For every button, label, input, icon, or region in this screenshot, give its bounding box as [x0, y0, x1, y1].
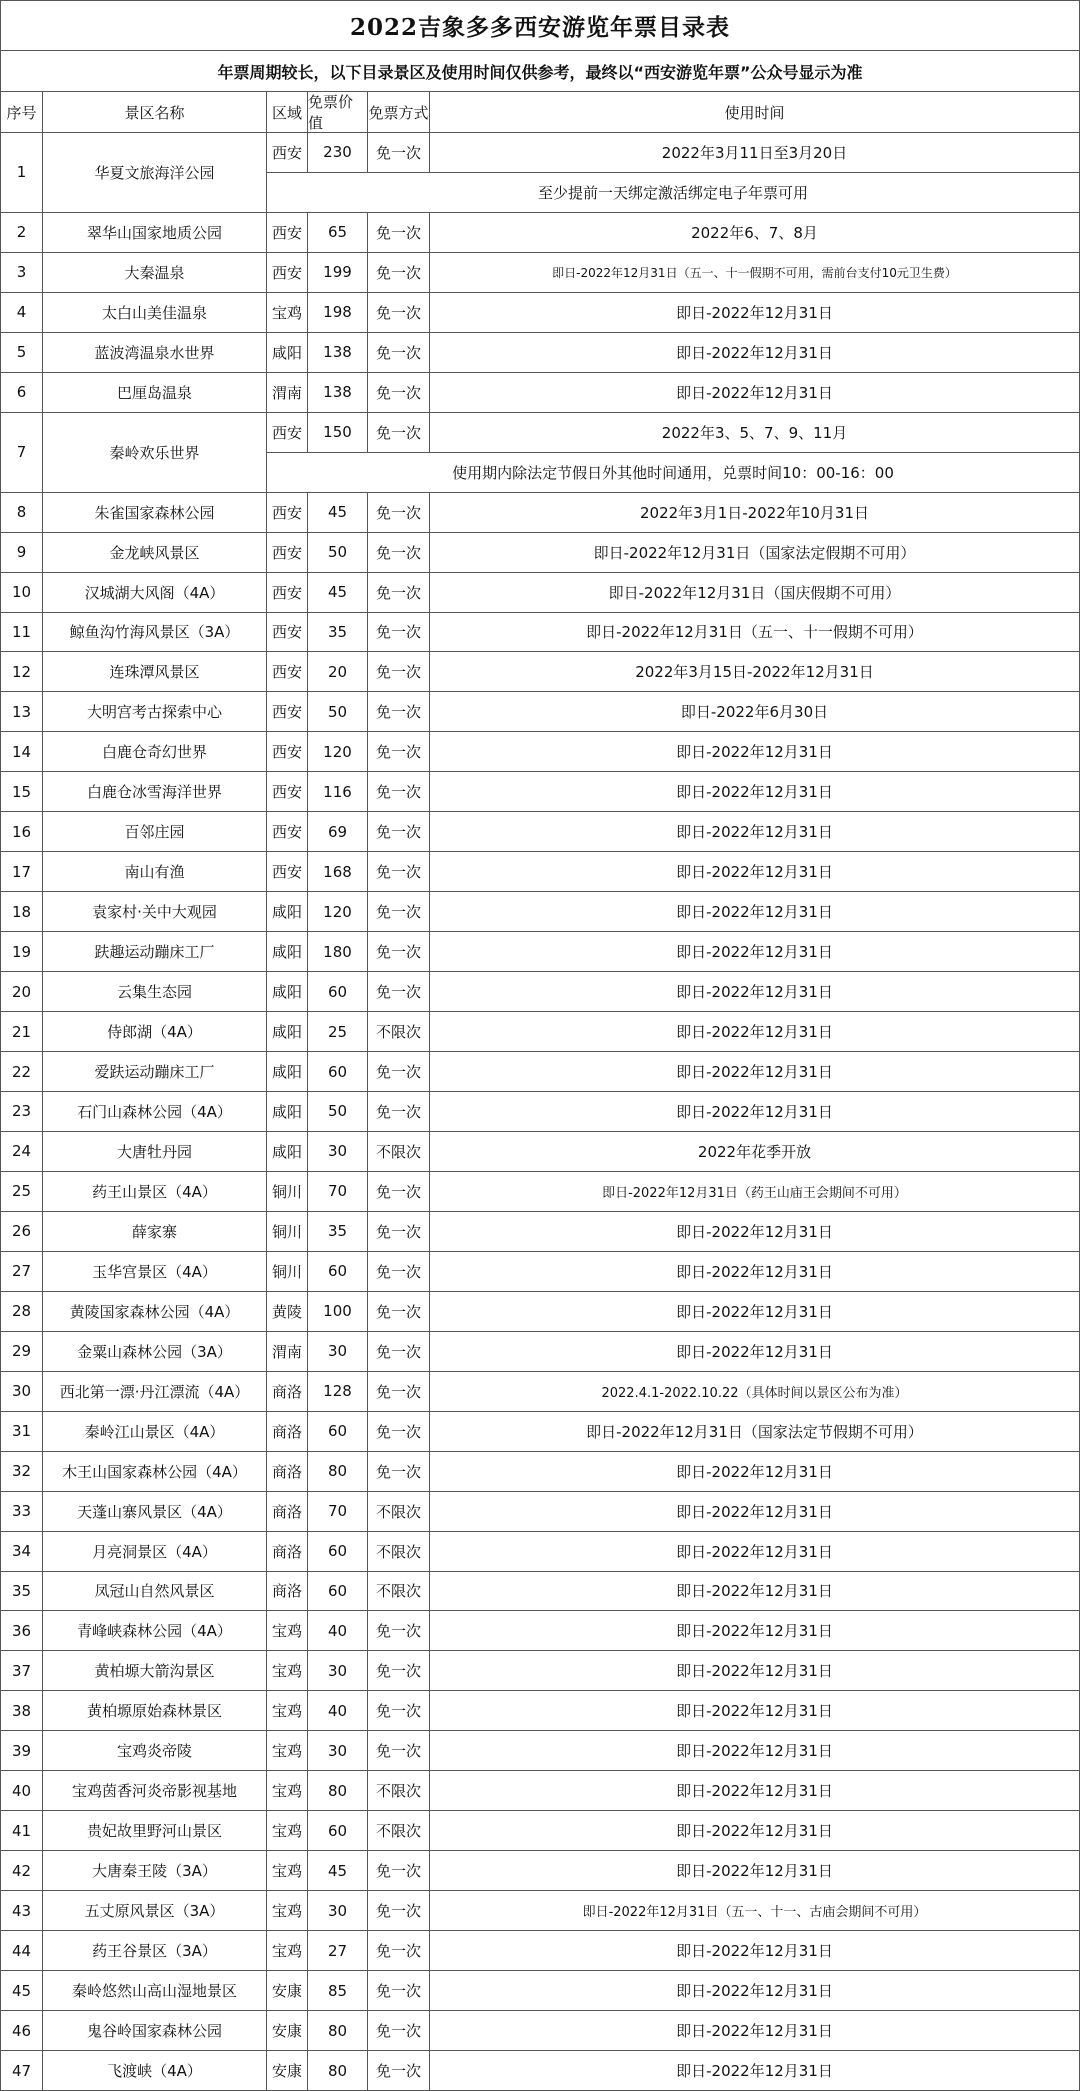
- cell-region: 宝鸡: [267, 1731, 308, 1771]
- cell-usage-time: 即日-2022年12月31日: [430, 373, 1080, 413]
- cell-scenic-name: 秦岭欢乐世界: [43, 413, 267, 493]
- cell-scenic-name: 秦岭江山景区（4A）: [43, 1412, 267, 1452]
- cell-region: 咸阳: [267, 892, 308, 932]
- cell-region: 宝鸡: [267, 293, 308, 333]
- cell-ticket-value: 60: [308, 972, 368, 1012]
- cell-usage-time: 即日-2022年12月31日: [430, 1332, 1080, 1372]
- cell-region: 咸阳: [267, 932, 308, 972]
- cell-ticket-value: 50: [308, 1092, 368, 1132]
- cell-region: 宝鸡: [267, 1651, 308, 1691]
- cell-ticket-value: 85: [308, 1971, 368, 2011]
- cell-usage-time: 2022年3、5、7、9、11月: [430, 413, 1080, 453]
- cell-usage-time: 即日-2022年12月31日: [430, 1931, 1080, 1971]
- cell-ticket-value: 80: [308, 2051, 368, 2091]
- cell-ticket-value: 230: [308, 133, 368, 173]
- cell-index: 18: [0, 892, 43, 932]
- cell-usage-time: 即日-2022年12月31日: [430, 1212, 1080, 1252]
- cell-ticket-mode: 不限次: [368, 1492, 430, 1532]
- cell-scenic-name: 宝鸡炎帝陵: [43, 1731, 267, 1771]
- cell-scenic-name: 药王山景区（4A）: [43, 1172, 267, 1212]
- cell-usage-time: 即日-2022年12月31日: [430, 972, 1080, 1012]
- cell-usage-time: 即日-2022年12月31日: [430, 1452, 1080, 1492]
- cell-usage-time: 即日-2022年12月31日: [430, 2011, 1080, 2051]
- cell-scenic-name: 贵妃故里野河山景区: [43, 1811, 267, 1851]
- cell-ticket-value: 198: [308, 293, 368, 333]
- cell-ticket-value: 30: [308, 1731, 368, 1771]
- cell-usage-time: 即日-2022年12月31日: [430, 1771, 1080, 1811]
- cell-ticket-value: 60: [308, 1811, 368, 1851]
- cell-scenic-name: 鲸鱼沟竹海风景区（3A）: [43, 613, 267, 653]
- cell-ticket-value: 120: [308, 732, 368, 772]
- cell-usage-time: 2022年花季开放: [430, 1132, 1080, 1172]
- cell-ticket-value: 60: [308, 1572, 368, 1612]
- cell-index: 29: [0, 1332, 43, 1372]
- cell-region: 宝鸡: [267, 1771, 308, 1811]
- cell-ticket-mode: 免一次: [368, 2051, 430, 2091]
- cell-usage-time: 即日-2022年12月31日: [430, 1012, 1080, 1052]
- cell-index: 44: [0, 1931, 43, 1971]
- cell-region: 西安: [267, 573, 308, 613]
- cell-usage-time: 2022年3月15日-2022年12月31日: [430, 652, 1080, 692]
- cell-usage-time: 即日-2022年12月31日: [430, 1052, 1080, 1092]
- cell-ticket-value: 138: [308, 373, 368, 413]
- cell-ticket-mode: 免一次: [368, 1691, 430, 1731]
- cell-index: 3: [0, 253, 43, 293]
- cell-region: 渭南: [267, 373, 308, 413]
- cell-index: 13: [0, 692, 43, 732]
- cell-scenic-name: 金龙峡风景区: [43, 533, 267, 573]
- cell-scenic-name: 爱趺运动蹦床工厂: [43, 1052, 267, 1092]
- cell-index: 37: [0, 1651, 43, 1691]
- cell-scenic-name: 汉城湖大风阁（4A）: [43, 573, 267, 613]
- cell-ticket-value: 30: [308, 1651, 368, 1691]
- cell-ticket-mode: 免一次: [368, 1452, 430, 1492]
- cell-ticket-mode: 免一次: [368, 1851, 430, 1891]
- cell-index: 22: [0, 1052, 43, 1092]
- cell-ticket-mode: 免一次: [368, 692, 430, 732]
- cell-usage-time: 即日-2022年12月31日: [430, 932, 1080, 972]
- table-title: 2022吉象多多西安游览年票目录表: [0, 0, 1080, 51]
- cell-ticket-value: 120: [308, 892, 368, 932]
- cell-index: 6: [0, 373, 43, 413]
- cell-scenic-name: 飞渡峡（4A）: [43, 2051, 267, 2091]
- cell-ticket-mode: 免一次: [368, 852, 430, 892]
- cell-usage-time: 即日-2022年12月31日: [430, 772, 1080, 812]
- header-scenic-name: 景区名称: [43, 92, 267, 133]
- cell-ticket-mode: 免一次: [368, 1931, 430, 1971]
- cell-scenic-name: 药王谷景区（3A）: [43, 1931, 267, 1971]
- cell-index: 12: [0, 652, 43, 692]
- cell-usage-time: 即日-2022年12月31日: [430, 1252, 1080, 1292]
- cell-index: 47: [0, 2051, 43, 2091]
- cell-scenic-name: 朱雀国家森林公园: [43, 493, 267, 533]
- cell-index: 28: [0, 1292, 43, 1332]
- cell-scenic-name: 凤冠山自然风景区: [43, 1572, 267, 1612]
- cell-scenic-name: 大唐牡丹园: [43, 1132, 267, 1172]
- cell-ticket-value: 65: [308, 213, 368, 253]
- cell-index: 40: [0, 1771, 43, 1811]
- cell-usage-time: 2022.4.1-2022.10.22（具体时间以景区公布为准）: [430, 1372, 1080, 1412]
- cell-index: 25: [0, 1172, 43, 1212]
- cell-ticket-value: 30: [308, 1332, 368, 1372]
- cell-scenic-name: 玉华宫景区（4A）: [43, 1252, 267, 1292]
- cell-scenic-name: 华夏文旅海洋公园: [43, 133, 267, 213]
- cell-region: 黄陵: [267, 1292, 308, 1332]
- cell-ticket-mode: 免一次: [368, 293, 430, 333]
- cell-ticket-mode: 免一次: [368, 573, 430, 613]
- cell-index: 15: [0, 772, 43, 812]
- cell-index: 36: [0, 1611, 43, 1651]
- cell-ticket-mode: 免一次: [368, 1172, 430, 1212]
- cell-scenic-name: 大唐秦王陵（3A）: [43, 1851, 267, 1891]
- cell-row-note: 使用期内除法定节假日外其他时间通用，兑票时间10：00-16：00: [267, 453, 1080, 493]
- cell-scenic-name: 连珠潭风景区: [43, 652, 267, 692]
- cell-ticket-mode: 免一次: [368, 772, 430, 812]
- cell-region: 西安: [267, 812, 308, 852]
- cell-ticket-value: 70: [308, 1172, 368, 1212]
- cell-scenic-name: 趺趣运动蹦床工厂: [43, 932, 267, 972]
- cell-scenic-name: 大明宫考古探索中心: [43, 692, 267, 732]
- cell-index: 1: [0, 133, 43, 213]
- cell-ticket-value: 80: [308, 1771, 368, 1811]
- cell-ticket-mode: 免一次: [368, 1252, 430, 1292]
- cell-ticket-value: 30: [308, 1132, 368, 1172]
- cell-scenic-name: 白鹿仓冰雪海洋世界: [43, 772, 267, 812]
- cell-ticket-value: 60: [308, 1412, 368, 1452]
- cell-region: 咸阳: [267, 1052, 308, 1092]
- cell-index: 43: [0, 1891, 43, 1931]
- cell-usage-time: 即日-2022年12月31日（药王山庙王会期间不可用）: [430, 1172, 1080, 1212]
- cell-ticket-value: 168: [308, 852, 368, 892]
- cell-usage-time: 即日-2022年12月31日: [430, 732, 1080, 772]
- cell-ticket-value: 60: [308, 1532, 368, 1572]
- cell-usage-time: 即日-2022年12月31日（国家法定节假期不可用）: [430, 1412, 1080, 1452]
- cell-ticket-value: 35: [308, 1212, 368, 1252]
- cell-region: 商洛: [267, 1532, 308, 1572]
- cell-ticket-mode: 免一次: [368, 972, 430, 1012]
- cell-region: 咸阳: [267, 1132, 308, 1172]
- header-ticket-value: 免票价值: [308, 92, 368, 133]
- cell-region: 咸阳: [267, 972, 308, 1012]
- cell-ticket-mode: 免一次: [368, 2011, 430, 2051]
- cell-usage-time: 即日-2022年12月31日: [430, 1851, 1080, 1891]
- cell-usage-time: 即日-2022年12月31日: [430, 1532, 1080, 1572]
- cell-ticket-value: 27: [308, 1931, 368, 1971]
- cell-region: 宝鸡: [267, 1931, 308, 1971]
- cell-region: 铜川: [267, 1172, 308, 1212]
- cell-ticket-mode: 免一次: [368, 613, 430, 653]
- cell-index: 31: [0, 1412, 43, 1452]
- cell-usage-time: 即日-2022年12月31日: [430, 1611, 1080, 1651]
- cell-ticket-mode: 免一次: [368, 533, 430, 573]
- cell-index: 26: [0, 1212, 43, 1252]
- cell-ticket-value: 60: [308, 1052, 368, 1092]
- cell-scenic-name: 巴厘岛温泉: [43, 373, 267, 413]
- cell-scenic-name: 太白山美佳温泉: [43, 293, 267, 333]
- cell-ticket-value: 60: [308, 1252, 368, 1292]
- cell-usage-time: 即日-2022年12月31日: [430, 852, 1080, 892]
- cell-index: 11: [0, 613, 43, 653]
- cell-scenic-name: 袁家村·关中大观园: [43, 892, 267, 932]
- cell-scenic-name: 蓝波湾温泉水世界: [43, 333, 267, 373]
- cell-index: 30: [0, 1372, 43, 1412]
- cell-region: 安康: [267, 1971, 308, 2011]
- cell-ticket-value: 45: [308, 573, 368, 613]
- cell-usage-time: 即日-2022年12月31日（五一、十一、古庙会期间不可用）: [430, 1891, 1080, 1931]
- cell-scenic-name: 青峰峡森林公园（4A）: [43, 1611, 267, 1651]
- cell-ticket-mode: 免一次: [368, 1052, 430, 1092]
- cell-ticket-mode: 免一次: [368, 493, 430, 533]
- cell-ticket-mode: 不限次: [368, 1771, 430, 1811]
- cell-index: 42: [0, 1851, 43, 1891]
- cell-usage-time: 即日-2022年12月31日: [430, 293, 1080, 333]
- cell-usage-time: 2022年3月11日至3月20日: [430, 133, 1080, 173]
- cell-ticket-mode: 免一次: [368, 373, 430, 413]
- cell-ticket-mode: 免一次: [368, 253, 430, 293]
- cell-region: 西安: [267, 253, 308, 293]
- cell-ticket-value: 25: [308, 1012, 368, 1052]
- cell-scenic-name: 鬼谷岭国家森林公园: [43, 2011, 267, 2051]
- cell-ticket-value: 69: [308, 812, 368, 852]
- cell-ticket-mode: 免一次: [368, 1731, 430, 1771]
- cell-region: 宝鸡: [267, 1891, 308, 1931]
- cell-ticket-mode: 免一次: [368, 652, 430, 692]
- cell-ticket-value: 199: [308, 253, 368, 293]
- cell-index: 27: [0, 1252, 43, 1292]
- cell-usage-time: 2022年6、7、8月: [430, 213, 1080, 253]
- cell-region: 西安: [267, 732, 308, 772]
- cell-region: 商洛: [267, 1412, 308, 1452]
- cell-ticket-value: 80: [308, 2011, 368, 2051]
- cell-ticket-value: 138: [308, 333, 368, 373]
- cell-usage-time: 即日-2022年12月31日: [430, 1572, 1080, 1612]
- cell-ticket-mode: 不限次: [368, 1811, 430, 1851]
- cell-region: 宝鸡: [267, 1691, 308, 1731]
- cell-region: 咸阳: [267, 1092, 308, 1132]
- cell-scenic-name: 金粟山森林公园（3A）: [43, 1332, 267, 1372]
- header-usage-time: 使用时间: [430, 92, 1080, 133]
- cell-region: 西安: [267, 493, 308, 533]
- cell-region: 西安: [267, 852, 308, 892]
- cell-scenic-name: 宝鸡茵香河炎帝影视基地: [43, 1771, 267, 1811]
- cell-scenic-name: 黄柏塬大箭沟景区: [43, 1651, 267, 1691]
- cell-ticket-value: 30: [308, 1891, 368, 1931]
- cell-ticket-mode: 免一次: [368, 1651, 430, 1691]
- cell-ticket-value: 45: [308, 1851, 368, 1891]
- cell-scenic-name: 月亮洞景区（4A）: [43, 1532, 267, 1572]
- cell-ticket-mode: 不限次: [368, 1132, 430, 1172]
- cell-index: 10: [0, 573, 43, 613]
- cell-ticket-value: 128: [308, 1372, 368, 1412]
- cell-index: 21: [0, 1012, 43, 1052]
- cell-index: 14: [0, 732, 43, 772]
- cell-ticket-mode: 免一次: [368, 732, 430, 772]
- cell-region: 咸阳: [267, 333, 308, 373]
- cell-region: 西安: [267, 533, 308, 573]
- cell-region: 商洛: [267, 1492, 308, 1532]
- cell-usage-time: 即日-2022年12月31日: [430, 333, 1080, 373]
- cell-scenic-name: 大秦温泉: [43, 253, 267, 293]
- cell-region: 安康: [267, 2051, 308, 2091]
- cell-index: 24: [0, 1132, 43, 1172]
- cell-region: 铜川: [267, 1212, 308, 1252]
- cell-ticket-mode: 不限次: [368, 1012, 430, 1052]
- cell-usage-time: 即日-2022年6月30日: [430, 692, 1080, 732]
- cell-index: 7: [0, 413, 43, 493]
- cell-region: 西安: [267, 613, 308, 653]
- cell-region: 咸阳: [267, 1012, 308, 1052]
- cell-index: 45: [0, 1971, 43, 2011]
- cell-usage-time: 即日-2022年12月31日（五一、十一假期不可用）: [430, 613, 1080, 653]
- cell-ticket-value: 100: [308, 1292, 368, 1332]
- cell-scenic-name: 南山有渔: [43, 852, 267, 892]
- cell-ticket-value: 50: [308, 692, 368, 732]
- cell-region: 商洛: [267, 1372, 308, 1412]
- cell-usage-time: 即日-2022年12月31日: [430, 1492, 1080, 1532]
- cell-ticket-mode: 免一次: [368, 892, 430, 932]
- cell-index: 4: [0, 293, 43, 333]
- cell-index: 34: [0, 1532, 43, 1572]
- cell-ticket-value: 150: [308, 413, 368, 453]
- cell-index: 32: [0, 1452, 43, 1492]
- cell-region: 西安: [267, 652, 308, 692]
- cell-index: 23: [0, 1092, 43, 1132]
- cell-index: 20: [0, 972, 43, 1012]
- cell-usage-time: 即日-2022年12月31日（国庆假期不可用）: [430, 573, 1080, 613]
- cell-ticket-mode: 免一次: [368, 133, 430, 173]
- cell-index: 33: [0, 1492, 43, 1532]
- header-region: 区域: [267, 92, 308, 133]
- cell-ticket-value: 45: [308, 493, 368, 533]
- cell-region: 宝鸡: [267, 1611, 308, 1651]
- cell-ticket-value: 35: [308, 613, 368, 653]
- cell-usage-time: 2022年3月1日-2022年10月31日: [430, 493, 1080, 533]
- cell-index: 19: [0, 932, 43, 972]
- cell-usage-time: 即日-2022年12月31日: [430, 1731, 1080, 1771]
- cell-scenic-name: 秦岭悠然山高山湿地景区: [43, 1971, 267, 2011]
- cell-ticket-mode: 免一次: [368, 1412, 430, 1452]
- cell-ticket-value: 50: [308, 533, 368, 573]
- cell-region: 安康: [267, 2011, 308, 2051]
- cell-index: 16: [0, 812, 43, 852]
- cell-ticket-mode: 不限次: [368, 1572, 430, 1612]
- cell-ticket-mode: 免一次: [368, 1212, 430, 1252]
- cell-ticket-mode: 免一次: [368, 1092, 430, 1132]
- cell-ticket-value: 80: [308, 1452, 368, 1492]
- cell-ticket-mode: 免一次: [368, 812, 430, 852]
- cell-scenic-name: 黄陵国家森林公园（4A）: [43, 1292, 267, 1332]
- cell-ticket-value: 40: [308, 1611, 368, 1651]
- cell-index: 38: [0, 1691, 43, 1731]
- cell-usage-time: 即日-2022年12月31日（国家法定假期不可用）: [430, 533, 1080, 573]
- cell-ticket-value: 70: [308, 1492, 368, 1532]
- header-index: 序号: [0, 92, 43, 133]
- cell-scenic-name: 侍郎湖（4A）: [43, 1012, 267, 1052]
- cell-region: 宝鸡: [267, 1851, 308, 1891]
- cell-ticket-mode: 免一次: [368, 1891, 430, 1931]
- cell-scenic-name: 云集生态园: [43, 972, 267, 1012]
- cell-region: 宝鸡: [267, 1811, 308, 1851]
- cell-index: 9: [0, 533, 43, 573]
- cell-ticket-mode: 免一次: [368, 932, 430, 972]
- cell-usage-time: 即日-2022年12月31日: [430, 812, 1080, 852]
- cell-ticket-value: 40: [308, 1691, 368, 1731]
- header-ticket-mode: 免票方式: [368, 92, 430, 133]
- cell-ticket-mode: 免一次: [368, 1332, 430, 1372]
- cell-scenic-name: 天蓬山寨风景区（4A）: [43, 1492, 267, 1532]
- cell-usage-time: 即日-2022年12月31日: [430, 2051, 1080, 2091]
- cell-usage-time: 即日-2022年12月31日: [430, 1811, 1080, 1851]
- cell-usage-time: 即日-2022年12月31日: [430, 1092, 1080, 1132]
- cell-region: 西安: [267, 413, 308, 453]
- cell-usage-time: 即日-2022年12月31日: [430, 1651, 1080, 1691]
- cell-index: 5: [0, 333, 43, 373]
- cell-scenic-name: 薛家寨: [43, 1212, 267, 1252]
- cell-usage-time: 即日-2022年12月31日: [430, 892, 1080, 932]
- cell-index: 8: [0, 493, 43, 533]
- cell-usage-time: 即日-2022年12月31日: [430, 1971, 1080, 2011]
- cell-scenic-name: 木王山国家森林公园（4A）: [43, 1452, 267, 1492]
- cell-scenic-name: 黄柏塬原始森林景区: [43, 1691, 267, 1731]
- cell-usage-time: 即日-2022年12月31日: [430, 1691, 1080, 1731]
- cell-scenic-name: 五丈原风景区（3A）: [43, 1891, 267, 1931]
- cell-ticket-mode: 免一次: [368, 1292, 430, 1332]
- cell-index: 39: [0, 1731, 43, 1771]
- cell-ticket-mode: 免一次: [368, 1372, 430, 1412]
- cell-region: 商洛: [267, 1572, 308, 1612]
- cell-ticket-mode: 免一次: [368, 413, 430, 453]
- cell-region: 西安: [267, 692, 308, 732]
- cell-index: 35: [0, 1572, 43, 1612]
- cell-scenic-name: 白鹿仓奇幻世界: [43, 732, 267, 772]
- cell-index: 41: [0, 1811, 43, 1851]
- cell-index: 46: [0, 2011, 43, 2051]
- cell-usage-time: 即日-2022年12月31日（五一、十一假期不可用，需前台支付10元卫生费）: [430, 253, 1080, 293]
- table-subtitle: 年票周期较长，以下目录景区及使用时间仅供参考，最终以“西安游览年票”公众号显示为准: [0, 51, 1080, 92]
- cell-ticket-mode: 免一次: [368, 1971, 430, 2011]
- cell-row-note: 至少提前一天绑定激活绑定电子年票可用: [267, 173, 1080, 213]
- cell-scenic-name: 石门山森林公园（4A）: [43, 1092, 267, 1132]
- cell-ticket-mode: 免一次: [368, 1611, 430, 1651]
- cell-ticket-value: 180: [308, 932, 368, 972]
- cell-usage-time: 即日-2022年12月31日: [430, 1292, 1080, 1332]
- cell-region: 西安: [267, 213, 308, 253]
- cell-region: 铜川: [267, 1252, 308, 1292]
- cell-index: 17: [0, 852, 43, 892]
- cell-ticket-mode: 免一次: [368, 333, 430, 373]
- cell-region: 西安: [267, 133, 308, 173]
- cell-ticket-value: 116: [308, 772, 368, 812]
- cell-region: 渭南: [267, 1332, 308, 1372]
- cell-ticket-value: 20: [308, 652, 368, 692]
- cell-scenic-name: 百邻庄园: [43, 812, 267, 852]
- cell-index: 2: [0, 213, 43, 253]
- cell-scenic-name: 西北第一漂·丹江漂流（4A）: [43, 1372, 267, 1412]
- cell-region: 商洛: [267, 1452, 308, 1492]
- cell-region: 西安: [267, 772, 308, 812]
- cell-ticket-mode: 免一次: [368, 213, 430, 253]
- cell-scenic-name: 翠华山国家地质公园: [43, 213, 267, 253]
- cell-ticket-mode: 不限次: [368, 1532, 430, 1572]
